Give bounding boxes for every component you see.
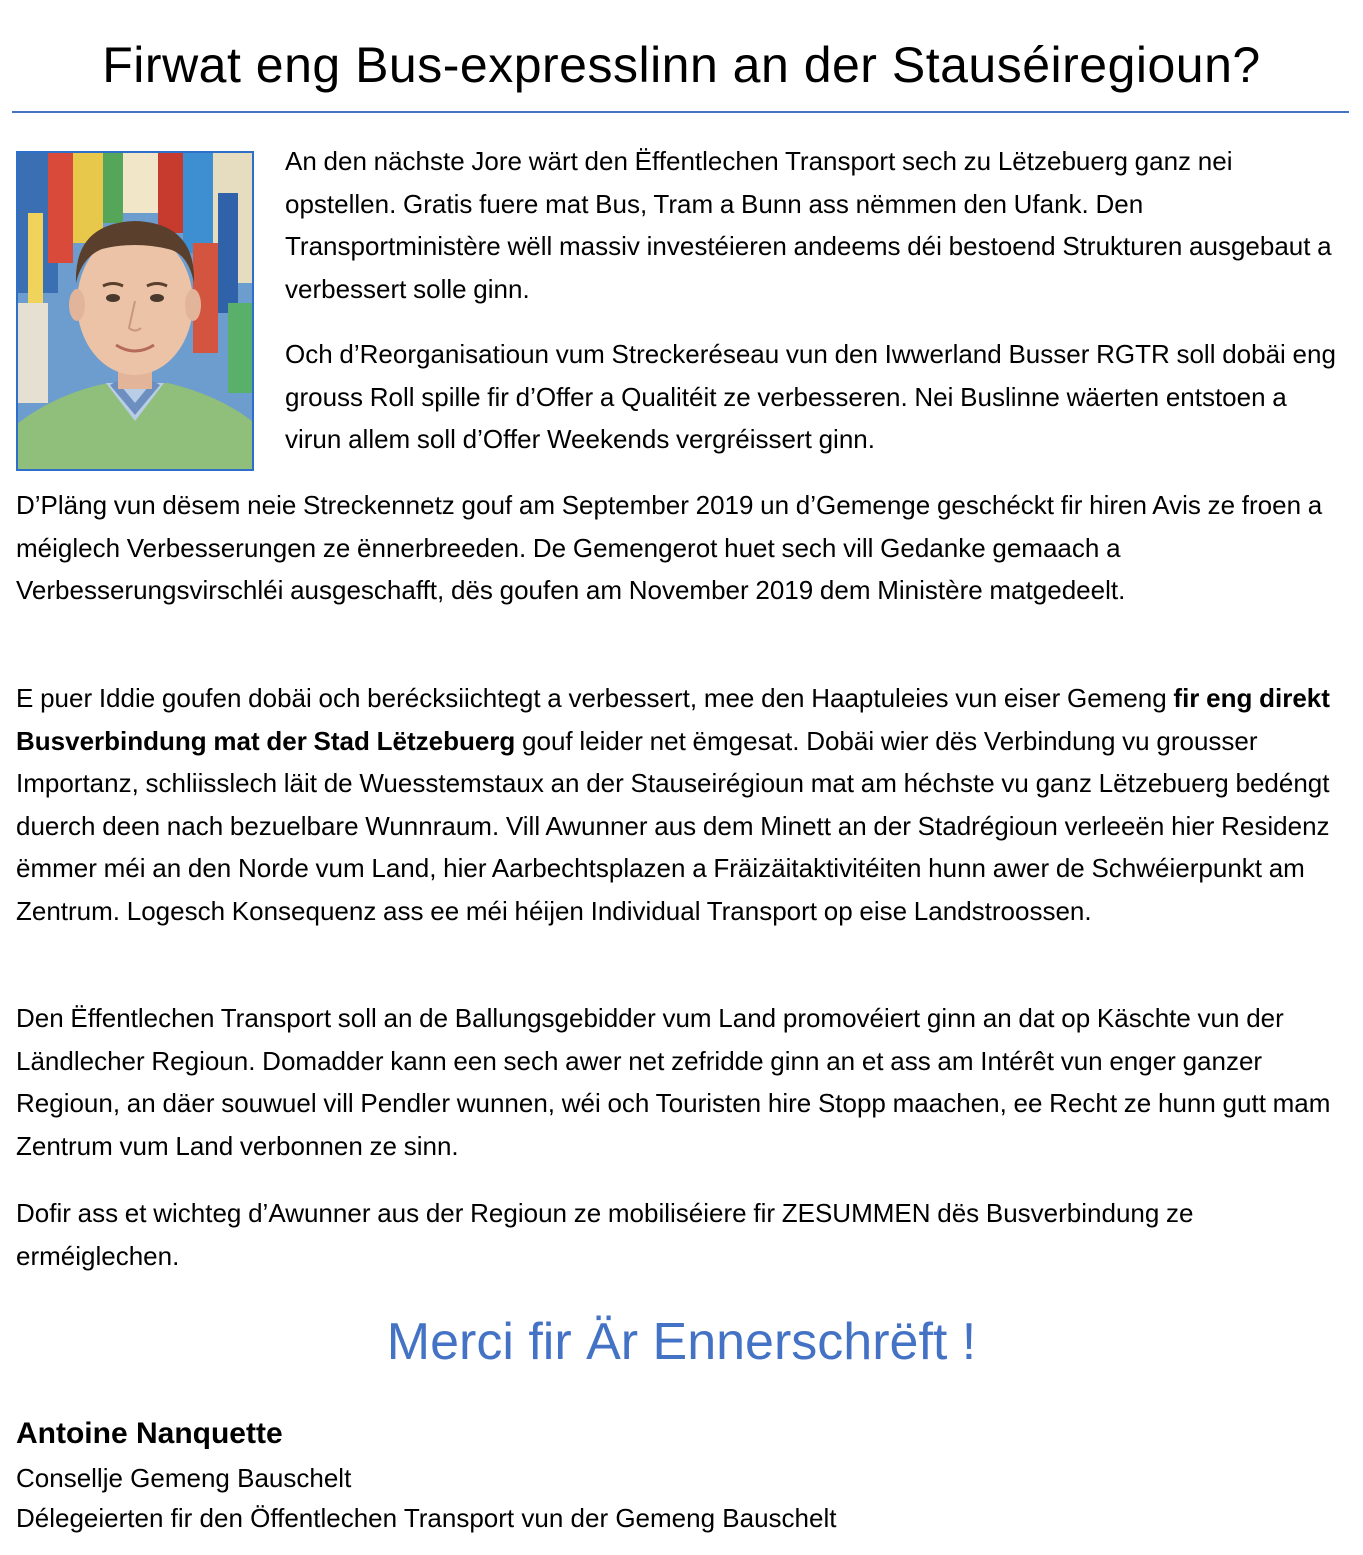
paragraph-2: Och d’Reorganisatioun vum Streckeréseau vun den Iwwerland Busser RGTR soll dobäi eng grouss Roll spille fir d’Offer a Qualitéit ze verbesseren. Nei Buslinne wäerten entstoen a virun allem soll d’Offer Weekends vergréissert ginn. (285, 339, 1336, 454)
signature-name: Antoine Nanquette (16, 1417, 283, 1450)
paragraph-5: Den Ëffentlechen Transport soll an de Ballungsgebidder vum Land promovéiert ginn an dat op Käschte vun der Ländlecher Regioun. Domadder kann een sech awer net zefridde ginn an et ass am Intérêt vun enger ganzer Regioun, an däer souwuel vill Pendler wunnen, wéi och Touristen hire Stopp maachen, ee Recht ze hunn gutt mam Zentrum vum Land verbonnen ze sinn. (16, 1003, 1331, 1161)
paragraph-6: Dofir ass et wichteg d’Awunner aus der Regioun ze mobiliséiere fir ZESUMMEN dës Busverbindung ze erméiglechen. (16, 1198, 1194, 1271)
portrait-photo (16, 151, 254, 471)
title-underline (12, 111, 1349, 113)
paragraph-3: D’Pläng vun dësem neie Streckennetz gouf am September 2019 un d’Gemenge geschéckt fir hiren Avis ze froen a méiglech Verbesserungen ze ënnerbreeden. De Gemengerot huet sech vill Gedanke gemaach a Verbesserungsvirschléi ausgeschafft, dës goufen am November 2019 dem Ministère matgedeelt. (16, 490, 1323, 605)
page-title: Firwat eng Bus-expresslinn an der Stauséiregioun? (102, 37, 1261, 93)
signature-role-1: Consellje Gemeng Bauschelt (16, 1463, 352, 1493)
closing-thanks: Merci fir Är Ennerschrëft ! (386, 1313, 977, 1371)
paragraph-4 (16, 677, 1346, 932)
paragraph-4-end: gouf leider net ëmgesat. Dobäi wier dës Verbindung vu grousser Importanz, schliisslech läit de Wuesstemstaux an der Stauseirégioun mat am héchste vu ganz Lëtzebuerg bedéngt duerch deen nach bezuelbare Wunnraum. Vill Awunner aus dem Minett an der Stadrégioun verleeën hier Residenz ëmmer méi an den Norde vum Land, hier Aarbechtsplazen a Fräizäitaktivitéiten hunn awer de Schwéierpunkt am Zentrum. Logesch Konsequenz ass ee méi héijen Individual Transport op eise Landstroossen. (16, 725, 1330, 926)
paragraph-1: An den nächste Jore wärt den Ëffentlechen Transport sech zu Lëtzebuerg ganz nei opstellen. Gratis fuere mat Bus, Tram a Bunn ass nëmmen den Ufank. Den Transportministère wëll massiv investéieren andeems déi bestoend Strukturen ausgebaut a verbessert solle ginn. (285, 146, 1332, 304)
paragraph-4-emphasis: fir eng direkt Busverbindung mat der Stad Lëtzebuerg (16, 683, 1330, 756)
signature-role-2: Délegeierten fir den Öffentlechen Transport vun der Gemeng Bauschelt (16, 1503, 837, 1533)
paragraph-4-start: E puer Iddie goufen dobäi och berécksiichtegt a verbessert, mee den Haaptuleies vun eiser Gemeng (16, 683, 1174, 713)
